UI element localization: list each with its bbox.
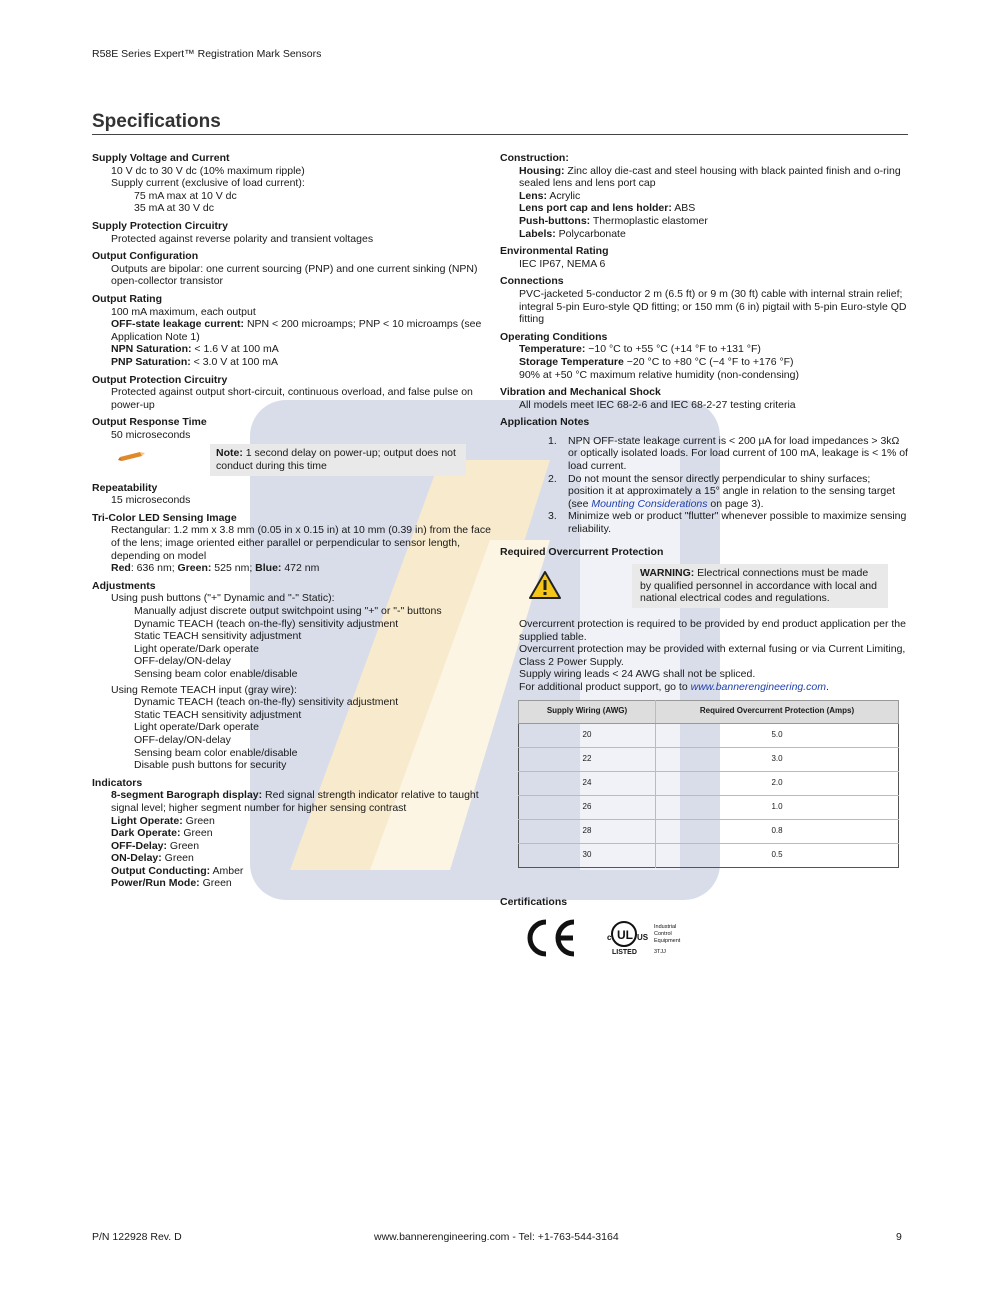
mounting-considerations-link[interactable]: Mounting Considerations [591, 497, 708, 510]
output-rating-section [92, 293, 492, 369]
footer-page-number: 9 [896, 1231, 902, 1243]
paragraph: Supply wiring leads < 24 AWG shall not be spliced. [519, 668, 756, 681]
led-image-section [92, 512, 492, 575]
supply-protection-section [92, 220, 492, 245]
list-item: Static TEACH sensitivity adjustment [134, 630, 302, 643]
spec-value: ABS [671, 202, 696, 215]
spec-line [500, 356, 908, 369]
header-title: R58E Series Expert™ Registration Mark Sensors [92, 48, 322, 60]
list-item: Sensing beam color enable/disable [134, 746, 298, 759]
list-item: OFF-delay/ON-delay [134, 655, 231, 668]
spec-label: 8-segment Barograph display: [111, 789, 263, 802]
spec-label: Housing: [519, 164, 565, 177]
spec-value: NPN < 200 microamps; PNP < 10 microamps (see Application Note 1) [111, 318, 482, 343]
response-time-section [92, 416, 492, 475]
ul-code: 3TJJ [654, 949, 666, 956]
section-title: Output Configuration [92, 250, 199, 263]
spec-line: 100 mA maximum, each output [111, 305, 256, 318]
spec-label: Output Conducting: [111, 864, 211, 877]
table-row [519, 747, 899, 771]
adjustments-section [92, 580, 492, 772]
spec-line [92, 852, 492, 865]
spec-line [92, 827, 492, 840]
section-title: Repeatability [92, 481, 158, 494]
spec-value: 472 nm [281, 562, 320, 575]
spec-line: PVC-jacketed 5-conductor 2 m (6.5 ft) or 9 m (30 ft) cable with internal strain relief; integral 5-pin Euro-style QD fitting; or 150 mm (6 in) pigtail with 5-pin Euro-style QD fitting [519, 287, 907, 326]
certifications-title: Certifications [500, 895, 568, 908]
ul-c-text: c [607, 933, 612, 943]
list-item [548, 510, 908, 535]
vibration-section [500, 386, 908, 411]
warning-box [632, 564, 888, 608]
spec-value: −20 °C to +80 °C (−4 °F to +176 °F) [623, 355, 794, 368]
list-text-part: Do not mount the sensor directly perpendicular to shiny surfaces; position it at approximately a 15° angle in relation to the sensing target (see [568, 472, 895, 510]
overcurrent-table [518, 700, 899, 868]
table-row [519, 795, 899, 819]
svg-text:UL: UL [617, 928, 633, 943]
construction-section [500, 152, 908, 240]
list-number: 1. [548, 434, 557, 447]
spec-label: NPN Saturation: [111, 343, 192, 356]
section-title: Supply Voltage and Current [92, 152, 230, 164]
spec-value: Green [199, 877, 232, 890]
table-cell: 20 [519, 723, 656, 747]
spec-label: Push-buttons: [519, 214, 591, 227]
spec-label: OFF-Delay: [111, 839, 168, 852]
warning-text: Electrical connections must be made by qualified personnel in accordance with local and national electrical codes and regulations. [640, 567, 877, 605]
left-column [92, 152, 492, 895]
spec-line: Protected against reverse polarity and transient voltages [111, 232, 374, 245]
ul-text: Control [654, 931, 672, 938]
list-item: Dynamic TEACH (teach on-the-fly) sensitivity adjustment [134, 696, 399, 709]
spec-line: Protected against output short-circuit, continuous overload, and false pulse on power-up [111, 386, 473, 411]
section-title: Supply Protection Circuitry [92, 219, 228, 232]
list-number: 2. [548, 472, 557, 485]
app-notes-section [500, 416, 908, 535]
overcurrent-section [500, 546, 908, 868]
output-config-section [92, 250, 492, 288]
spec-line [500, 165, 908, 190]
footer-website: www.bannerengineering.com - Tel: +1-763-544-3164 [374, 1231, 619, 1243]
spec-line [92, 343, 492, 356]
spec-line [92, 789, 492, 814]
spec-value: Thermoplastic elastomer [590, 214, 708, 227]
spec-label: Lens: [519, 189, 548, 202]
spec-label: PNP Saturation: [111, 355, 191, 368]
paragraph: Overcurrent protection may be provided with external fusing or via Current Limiting, Class 2 Power Supply. [519, 643, 906, 668]
spec-line: Outputs are bipolar: one current sourcing (PNP) and one current sinking (NPN) open-collector transistor [111, 262, 478, 288]
spec-line [92, 840, 492, 853]
spec-value: Acrylic [547, 189, 581, 202]
spec-value: Red signal strength indicator relative to taught signal level; higher segment number for higher sensing contrast [111, 789, 479, 814]
spec-value: : 636 nm; [130, 562, 178, 575]
list-item: Dynamic TEACH (teach on-the-fly) sensitivity adjustment [134, 617, 399, 630]
table-row [519, 723, 899, 747]
spec-line: Using Remote TEACH input (gray wire): [111, 683, 297, 696]
spec-label: Lens port cap and lens holder: [519, 202, 672, 215]
spec-label: Temperature: [519, 343, 586, 356]
ul-text: Equipment [654, 938, 681, 945]
section-title: Output Response Time [92, 416, 207, 429]
list-item: Light operate/Dark operate [134, 721, 259, 734]
list-item: Static TEACH sensitivity adjustment [134, 708, 302, 721]
list-text: NPN OFF-state leakage current is < 200 µA for load impedances > 3kΩ or optically isolated loads. For load current of 100 mA, leakage is < 1% of load current. [568, 434, 908, 473]
section-title: Adjustments [92, 579, 156, 592]
spec-line: 35 mA at 30 V dc [134, 202, 214, 215]
paragraph-part: . [826, 680, 829, 693]
right-column [500, 152, 908, 958]
repeatability-section [92, 482, 492, 507]
list-text-part: on page 3). [707, 497, 764, 510]
spec-value: −10 °C to +55 °C (+14 °F to +131 °F) [585, 343, 761, 356]
spec-line: 75 mA max at 10 V dc [134, 189, 237, 202]
section-title: Indicators [92, 776, 143, 789]
table-cell: 0.8 [656, 819, 899, 843]
list-number: 3. [548, 510, 557, 523]
list-item [548, 435, 908, 473]
ce-mark-icon [522, 918, 578, 958]
section-title: Tri-Color LED Sensing Image [92, 511, 237, 524]
table-cell: 22 [519, 747, 656, 771]
page-heading: Specifications [92, 111, 221, 132]
section-title: Connections [500, 275, 564, 288]
warning-icon [528, 570, 562, 600]
supply-voltage-section [92, 152, 492, 215]
spec-label: ON-Delay: [111, 852, 162, 865]
spec-line: 90% at +50 °C maximum relative humidity (non-condensing) [519, 368, 799, 381]
spec-label: Labels: [519, 227, 556, 240]
operating-section [500, 331, 908, 381]
warning-label: WARNING: [640, 567, 695, 580]
table-row [519, 843, 899, 867]
spec-line: IEC IP67, NEMA 6 [519, 257, 606, 270]
spec-line [92, 815, 492, 828]
spec-label: Blue: [255, 562, 282, 575]
section-title: Vibration and Mechanical Shock [500, 386, 661, 399]
spec-value: Green [167, 839, 200, 852]
list-item: Disable push buttons for security [134, 759, 287, 772]
note-label: Note: [216, 447, 243, 460]
spec-label: Red [111, 562, 131, 575]
note [92, 444, 492, 475]
spec-value: < 3.0 V at 100 mA [190, 355, 278, 368]
ul-listed-icon [604, 918, 704, 958]
section-title: Required Overcurrent Protection [500, 545, 664, 558]
note-text: 1 second delay on power-up; output does not conduct during this time [216, 447, 456, 473]
ul-text: Industrial [654, 924, 677, 931]
spec-line: All models meet IEC 68-2-6 and IEC 68-2-27 testing criteria [519, 398, 796, 411]
banner-website-link[interactable]: www.bannerengineering.com [690, 680, 827, 693]
pencil-icon [118, 448, 146, 462]
column-header: Supply Wiring (AWG) [519, 700, 656, 723]
spec-line: Supply current (exclusive of load current): [111, 177, 305, 190]
spec-label: Storage Temperature [519, 355, 624, 368]
env-rating-section [500, 245, 908, 270]
paragraph-part: For additional product support, go to [519, 680, 691, 693]
paragraph: Overcurrent protection is required to be provided by end product application per the supplied table. [519, 618, 906, 643]
paragraph [500, 681, 908, 694]
spec-value: Zinc alloy die-cast and steel housing with black painted finish and o-ring sealed lens and lens port cap [519, 164, 901, 190]
warning [500, 564, 908, 608]
table-cell: 5.0 [656, 723, 899, 747]
spec-line [92, 356, 492, 369]
list-item: OFF-delay/ON-delay [134, 733, 231, 746]
table-cell: 1.0 [656, 795, 899, 819]
section-title: Construction: [500, 152, 569, 164]
ul-us-text: US [637, 933, 649, 943]
table-header-row [519, 700, 899, 723]
spec-line: 15 microseconds [111, 494, 191, 507]
list-item: Manually adjust discrete output switchpoint using "+" or "-" buttons [134, 605, 442, 617]
spec-line [500, 343, 908, 356]
spec-value: Polycarbonate [555, 227, 626, 240]
table-cell: 0.5 [656, 843, 899, 867]
section-title: Output Protection Circuitry [92, 373, 228, 386]
list-item: Sensing beam color enable/disable [134, 667, 298, 680]
list-text: Minimize web or product "flutter" whenever possible to maximize sensing reliability. [568, 510, 907, 536]
output-protection-section [92, 374, 492, 412]
spec-line: 50 microseconds [111, 428, 191, 441]
spec-line [500, 202, 908, 215]
ul-listed-text: LISTED [612, 949, 637, 957]
spec-line: Using push buttons ("+" Dynamic and "-" Static): [111, 592, 335, 605]
indicators-section [92, 777, 492, 890]
spec-line: 10 V dc to 30 V dc (10% maximum ripple) [111, 164, 305, 177]
table-cell: 2.0 [656, 771, 899, 795]
table-cell: 26 [519, 795, 656, 819]
section-title: Operating Conditions [500, 330, 608, 343]
spec-label: OFF-state leakage current: [111, 318, 245, 331]
table-cell: 24 [519, 771, 656, 795]
section-title: Output Rating [92, 292, 162, 305]
footer-part-number: P/N 122928 Rev. D [92, 1231, 182, 1243]
spec-line [92, 562, 492, 575]
section-title: Environmental Rating [500, 245, 609, 258]
note-box [210, 444, 466, 475]
connections-section [500, 275, 908, 325]
spec-label: Light Operate: [111, 814, 183, 827]
spec-label: Power/Run Mode: [111, 877, 200, 890]
spec-label: Green: [177, 562, 212, 575]
section-title: Application Notes [500, 416, 590, 429]
spec-label: Dark Operate: [111, 827, 181, 840]
spec-line [92, 318, 492, 343]
spec-line [92, 865, 492, 878]
list-item [548, 473, 908, 511]
table-row [519, 819, 899, 843]
spec-line [500, 215, 908, 228]
list-item: Light operate/Dark operate [134, 642, 259, 655]
spec-line [500, 190, 908, 203]
spec-value: Green [180, 827, 213, 840]
spec-line: Rectangular: 1.2 mm x 3.8 mm (0.05 in x 0.15 in) at 10 mm (0.39 in) from the face of the lens; image oriented either parallel or perpendicular to sensor length, depending on model [111, 524, 491, 562]
spec-value: < 1.6 V at 100 mA [191, 343, 279, 356]
table-cell: 3.0 [656, 747, 899, 771]
spec-value: Green [161, 852, 194, 865]
table-cell: 28 [519, 819, 656, 843]
spec-line [500, 228, 908, 241]
app-notes-list [500, 435, 908, 536]
certification-logos [500, 918, 908, 958]
spec-value: Amber [210, 864, 244, 877]
column-header: Required Overcurrent Protection (Amps) [656, 700, 899, 723]
spec-value: 525 nm; [211, 562, 256, 575]
heading-rule [92, 134, 908, 135]
spec-line [92, 877, 492, 890]
table-cell: 30 [519, 843, 656, 867]
table-row [519, 771, 899, 795]
list-text [568, 473, 908, 511]
spec-value: Green [182, 814, 215, 827]
